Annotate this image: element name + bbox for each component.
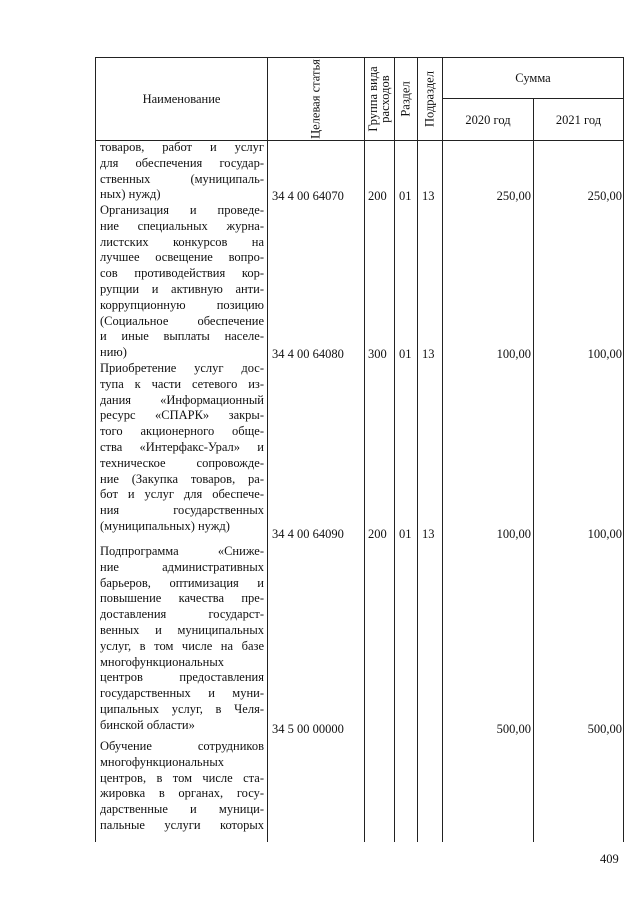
row-sum-2020: 100,00 <box>496 527 531 541</box>
row-target-code: 34 5 00 00000 <box>272 722 344 736</box>
row-name-cell: товаров, работ и услуг для обеспечения государ- ственных (муниципаль- ных) нужд) <box>100 140 264 202</box>
col-border-code <box>364 57 365 842</box>
row-sum-2021: 500,00 <box>587 722 622 736</box>
row-section: 01 <box>399 189 412 203</box>
row-sum-2020: 250,00 <box>496 189 531 203</box>
row-sum-2021: 100,00 <box>587 347 622 361</box>
row-sum-2020: 100,00 <box>496 347 531 361</box>
row-target-code: 34 4 00 64070 <box>272 189 344 203</box>
row-sum-2020: 500,00 <box>496 722 531 736</box>
header-target-article: Целевая статья <box>308 59 323 139</box>
col-border-left <box>95 57 96 842</box>
header-expense-group: Группа вида расходов <box>366 66 392 132</box>
row-name-cell: Приобретение услуг дос- тупа к части сетевого из- дания «Информационный ресурс «СПАРК» закры- того акционерного обще- ства «Интерфакс-Урал» и техническое сопровожде- ние (Закупка товаров, ра- бот и услуг для обеспече- ния государственных (муниципальных) нужд) <box>100 361 264 533</box>
col-border-section <box>417 57 418 842</box>
row-name-cell: Подпрограмма «Сниже- ние административных барьеров, оптимизация и повышение качества пре- доставления государст- венных и муниципальных услуг, в том числе на базе многофункциональных центров предоставления государственных и муни- ципальных услуг, в Челя- бинской области» <box>100 544 264 732</box>
row-subsection: 13 <box>422 189 435 203</box>
row-name-cell: Организация и проведе- ние специальных журна- листских конкурсов на лучшее освещение вопро- сов противодействия кор- рупции и активную анти- коррупционную позицию (Социальное обеспечение и иные выплаты населе- нию) <box>100 203 264 360</box>
row-target-code: 34 4 00 64080 <box>272 347 344 361</box>
row-expense-group: 200 <box>368 527 387 541</box>
header-subsection: Подраздел <box>422 71 437 127</box>
row-sum-2021: 100,00 <box>587 527 622 541</box>
col-border-group <box>394 57 395 842</box>
table-top-border <box>95 57 624 58</box>
row-target-code: 34 4 00 64090 <box>272 527 344 541</box>
header-name: Наименование <box>142 92 221 106</box>
row-expense-group: 300 <box>368 347 387 361</box>
page-number: 409 <box>600 852 619 866</box>
row-subsection: 13 <box>422 527 435 541</box>
row-subsection: 13 <box>422 347 435 361</box>
row-section: 01 <box>399 527 412 541</box>
header-year-2020: 2020 год <box>465 113 511 127</box>
header-year-2021: 2021 год <box>555 113 602 127</box>
header-sum: Сумма <box>515 71 551 85</box>
row-name-cell: Обучение сотрудников многофункциональных центров, в том числе ста- жировка в органах, госу- дарственные и муници- пальные услуги которых <box>100 739 264 832</box>
col-border-right <box>623 57 624 842</box>
row-expense-group: 200 <box>368 189 387 203</box>
header-section: Раздел <box>398 81 413 117</box>
row-section: 01 <box>399 347 412 361</box>
col-border-name <box>267 57 268 842</box>
row-sum-2021: 250,00 <box>587 189 622 203</box>
